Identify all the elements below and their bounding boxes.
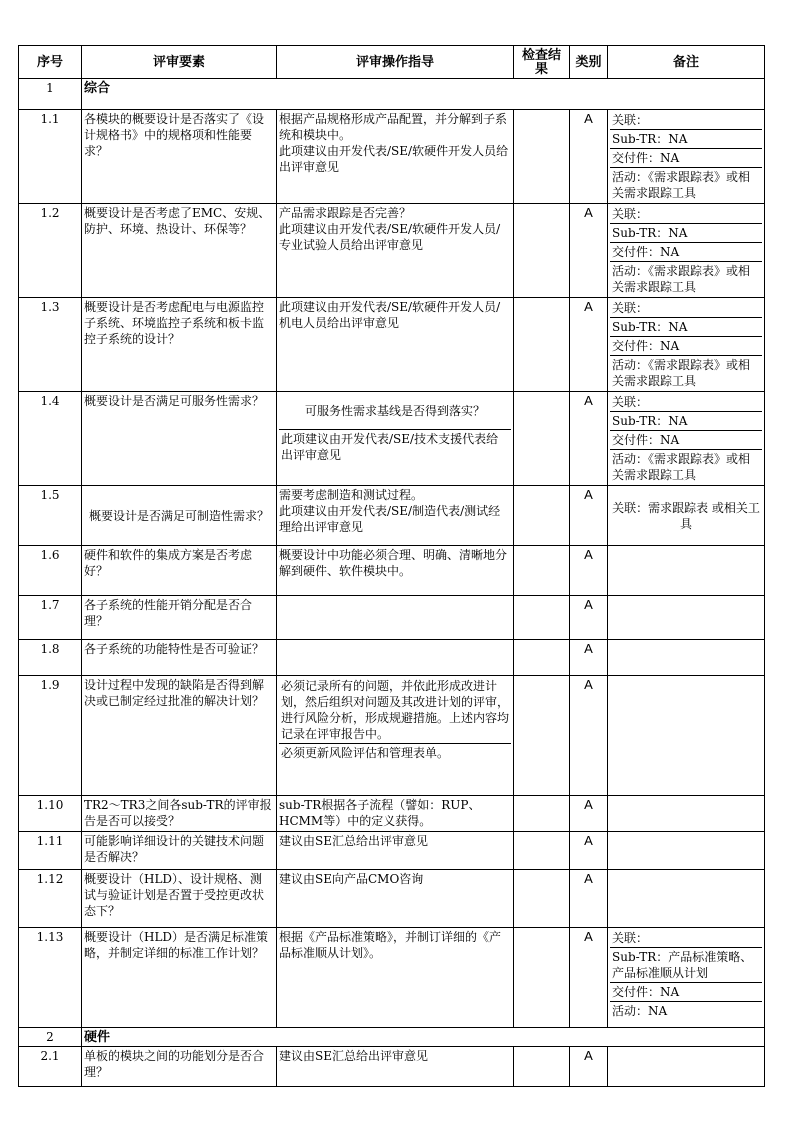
row-no: 1.10 [19,796,82,832]
review-guide: 此项建议由开发代表/SE/软硬件开发人员/机电人员给出评审意见 [277,298,514,392]
review-element: 各模块的概要设计是否落实了《设计规格书》中的规格项和性能要求？ [82,110,277,204]
header-guide: 评审操作指导 [277,46,514,79]
check-result-cell[interactable] [514,676,570,796]
notes-cell [608,796,765,832]
notes-cell [608,1047,765,1087]
review-guide: 建议由SE汇总给出评审意见 [277,832,514,870]
check-result-cell[interactable] [514,870,570,928]
note-line: Sub-TR：NA [610,130,762,149]
notes-cell [608,110,765,204]
note-line: 交付件：NA [610,337,762,356]
check-result-cell[interactable] [514,832,570,870]
table-row [19,110,765,204]
table-row [19,596,765,640]
check-result-cell[interactable] [514,928,570,1028]
review-element: 硬件和软件的集成方案是否考虑好？ [82,546,277,596]
row-no: 1.13 [19,928,82,1028]
review-element: 各子系统的功能特性是否可验证？ [82,640,277,676]
notes-cell [608,832,765,870]
header-element: 评审要素 [82,46,277,79]
guide-part: 此项建议由开发代表/SE/技术支援代表给出评审意见 [281,432,499,462]
header-notes: 备注 [608,46,765,79]
notes-cell [608,596,765,640]
category: A [570,928,608,1028]
note-line: 活动：《需求跟踪表》或相关需求跟踪工具 [612,170,751,200]
table-row [19,870,765,928]
note-line: 关联： [610,205,762,224]
table-row [19,204,765,298]
review-element: 概要设计是否满足可服务性需求？ [82,392,277,486]
header-category: 类别 [570,46,608,79]
table-row [19,546,765,596]
note-line: Sub-TR：NA [610,224,762,243]
review-guide: sub-TR根据各子流程（譬如：RUP、HCMM等）中的定义获得。 [277,796,514,832]
header-result: 检查结果 [514,46,570,79]
review-element: 各子系统的性能开销分配是否合理？ [82,596,277,640]
review-guide: 产品需求跟踪是否完善？ 此项建议由开发代表/SE/软硬件开发人员/专业试验人员给出评审意见 [277,204,514,298]
check-result-cell[interactable] [514,596,570,640]
note-line: 关联： [610,929,762,948]
category: A [570,832,608,870]
row-no: 1.7 [19,596,82,640]
notes-cell [608,298,765,392]
table-row [19,676,765,796]
category: A [570,392,608,486]
review-element: 设计过程中发现的缺陷是否得到解决或已制定经过批准的解决计划？ [82,676,277,796]
note-line: 活动：《需求跟踪表》或相关需求跟踪工具 [612,452,751,482]
row-no: 1.9 [19,676,82,796]
notes-cell [608,392,765,486]
row-no: 1.6 [19,546,82,596]
notes-cell [608,204,765,298]
row-no: 1.1 [19,110,82,204]
review-checklist-table [18,45,765,1087]
check-result-cell[interactable] [514,392,570,486]
note-line: Sub-TR：NA [610,412,762,431]
review-element: 可能影响详细设计的关键技术问题是否解决？ [82,832,277,870]
review-element: 概要设计是否考虑了EMC、安规、防护、环境、热设计、环保等？ [82,204,277,298]
category: A [570,640,608,676]
notes-cell [608,928,765,1028]
note-line: 活动：《需求跟踪表》或相关需求跟踪工具 [612,264,751,294]
table-row [19,486,765,546]
category: A [570,676,608,796]
section-row [19,1028,765,1047]
table-row [19,1047,765,1087]
check-result-cell[interactable] [514,796,570,832]
category: A [570,110,608,204]
guide-part: 可服务性需求基线是否得到落实？ [279,393,511,430]
review-guide: 需要考虑制造和测试过程。 此项建议由开发代表/SE/制造代表/测试经理给出评审意见 [277,486,514,546]
note-line: Sub-TR：产品标准策略、产品标准顺从计划 [610,948,762,983]
guide-part: 必须更新风险评估和管理表单。 [281,746,450,760]
note-line: 交付件：NA [610,983,762,1002]
note-line: 活动：NA [612,1004,668,1018]
category: A [570,298,608,392]
row-no: 1.5 [19,486,82,546]
table-row [19,796,765,832]
review-element: 概要设计是否考虑配电与电源监控子系统、环境监控子系统和板卡监控子系统的设计？ [82,298,277,392]
review-guide: 根据《产品标准策略》，并制订详细的《产品标准顺从计划》。 [277,928,514,1028]
notes-cell [608,640,765,676]
note-line: 关联： [610,111,762,130]
note-line: 交付件：NA [610,243,762,262]
row-no: 1.12 [19,870,82,928]
category: A [570,1047,608,1087]
note-line: 活动：《需求跟踪表》或相关需求跟踪工具 [612,358,751,388]
note-line: 关联： [610,299,762,318]
check-result-cell[interactable] [514,298,570,392]
category: A [570,596,608,640]
review-element: TR2～TR3之间各sub-TR的评审报告是否可以接受？ [82,796,277,832]
section-no: 1 [19,79,82,110]
section-title: 综合 [82,79,765,110]
category: A [570,486,608,546]
category: A [570,870,608,928]
row-no: 1.11 [19,832,82,870]
section-title: 硬件 [82,1028,765,1047]
note-line: 关联： [610,393,762,412]
guide-part: 必须记录所有的问题，并依此形成改进计划，然后组织对问题及其改进计划的评审，进行风险分析，形成规避措施。上述内容均记录在评审报告中。 [279,677,511,744]
section-row [19,79,765,110]
review-element: 概要设计是否满足可制造性需求？ [82,486,277,546]
check-result-cell[interactable] [514,486,570,546]
check-result-cell[interactable] [514,546,570,596]
category: A [570,546,608,596]
review-guide [277,596,514,640]
row-no: 1.3 [19,298,82,392]
row-no: 1.2 [19,204,82,298]
notes-cell: 关联：需求跟踪表 或相关工具 [608,486,765,546]
note-line: Sub-TR：NA [610,318,762,337]
header-row [19,46,765,79]
category: A [570,796,608,832]
row-no: 2.1 [19,1047,82,1087]
review-guide: 根据产品规格形成产品配置，并分解到子系统和模块中。 此项建议由开发代表/SE/软硬件开发人员给出评审意见 [277,110,514,204]
note-line: 交付件：NA [610,149,762,168]
table-row [19,640,765,676]
review-guide: 建议由SE汇总给出评审意见 [277,1047,514,1087]
notes-cell [608,676,765,796]
review-guide: 建议由SE向产品CMO咨询 [277,870,514,928]
check-result-cell[interactable] [514,640,570,676]
row-no: 1.8 [19,640,82,676]
review-element: 单板的模块之间的功能划分是否合理？ [82,1047,277,1087]
review-guide [277,392,514,486]
table-row [19,832,765,870]
review-guide [277,676,514,796]
check-result-cell[interactable] [514,204,570,298]
row-no: 1.4 [19,392,82,486]
check-result-cell[interactable] [514,110,570,204]
notes-cell [608,870,765,928]
check-result-cell[interactable] [514,1047,570,1087]
section-no: 2 [19,1028,82,1047]
review-element: 概要设计（HLD）是否满足标准策略，并制定详细的标准工作计划？ [82,928,277,1028]
review-guide [277,640,514,676]
review-guide: 概要设计中功能必须合理、明确、清晰地分解到硬件、软件模块中。 [277,546,514,596]
table-row [19,392,765,486]
notes-cell [608,546,765,596]
table-row [19,928,765,1028]
table-row [19,298,765,392]
category: A [570,204,608,298]
review-element: 概要设计（HLD）、设计规格、测试与验证计划是否置于受控更改状态下？ [82,870,277,928]
note-line: 交付件：NA [610,431,762,450]
header-no: 序号 [19,46,82,79]
